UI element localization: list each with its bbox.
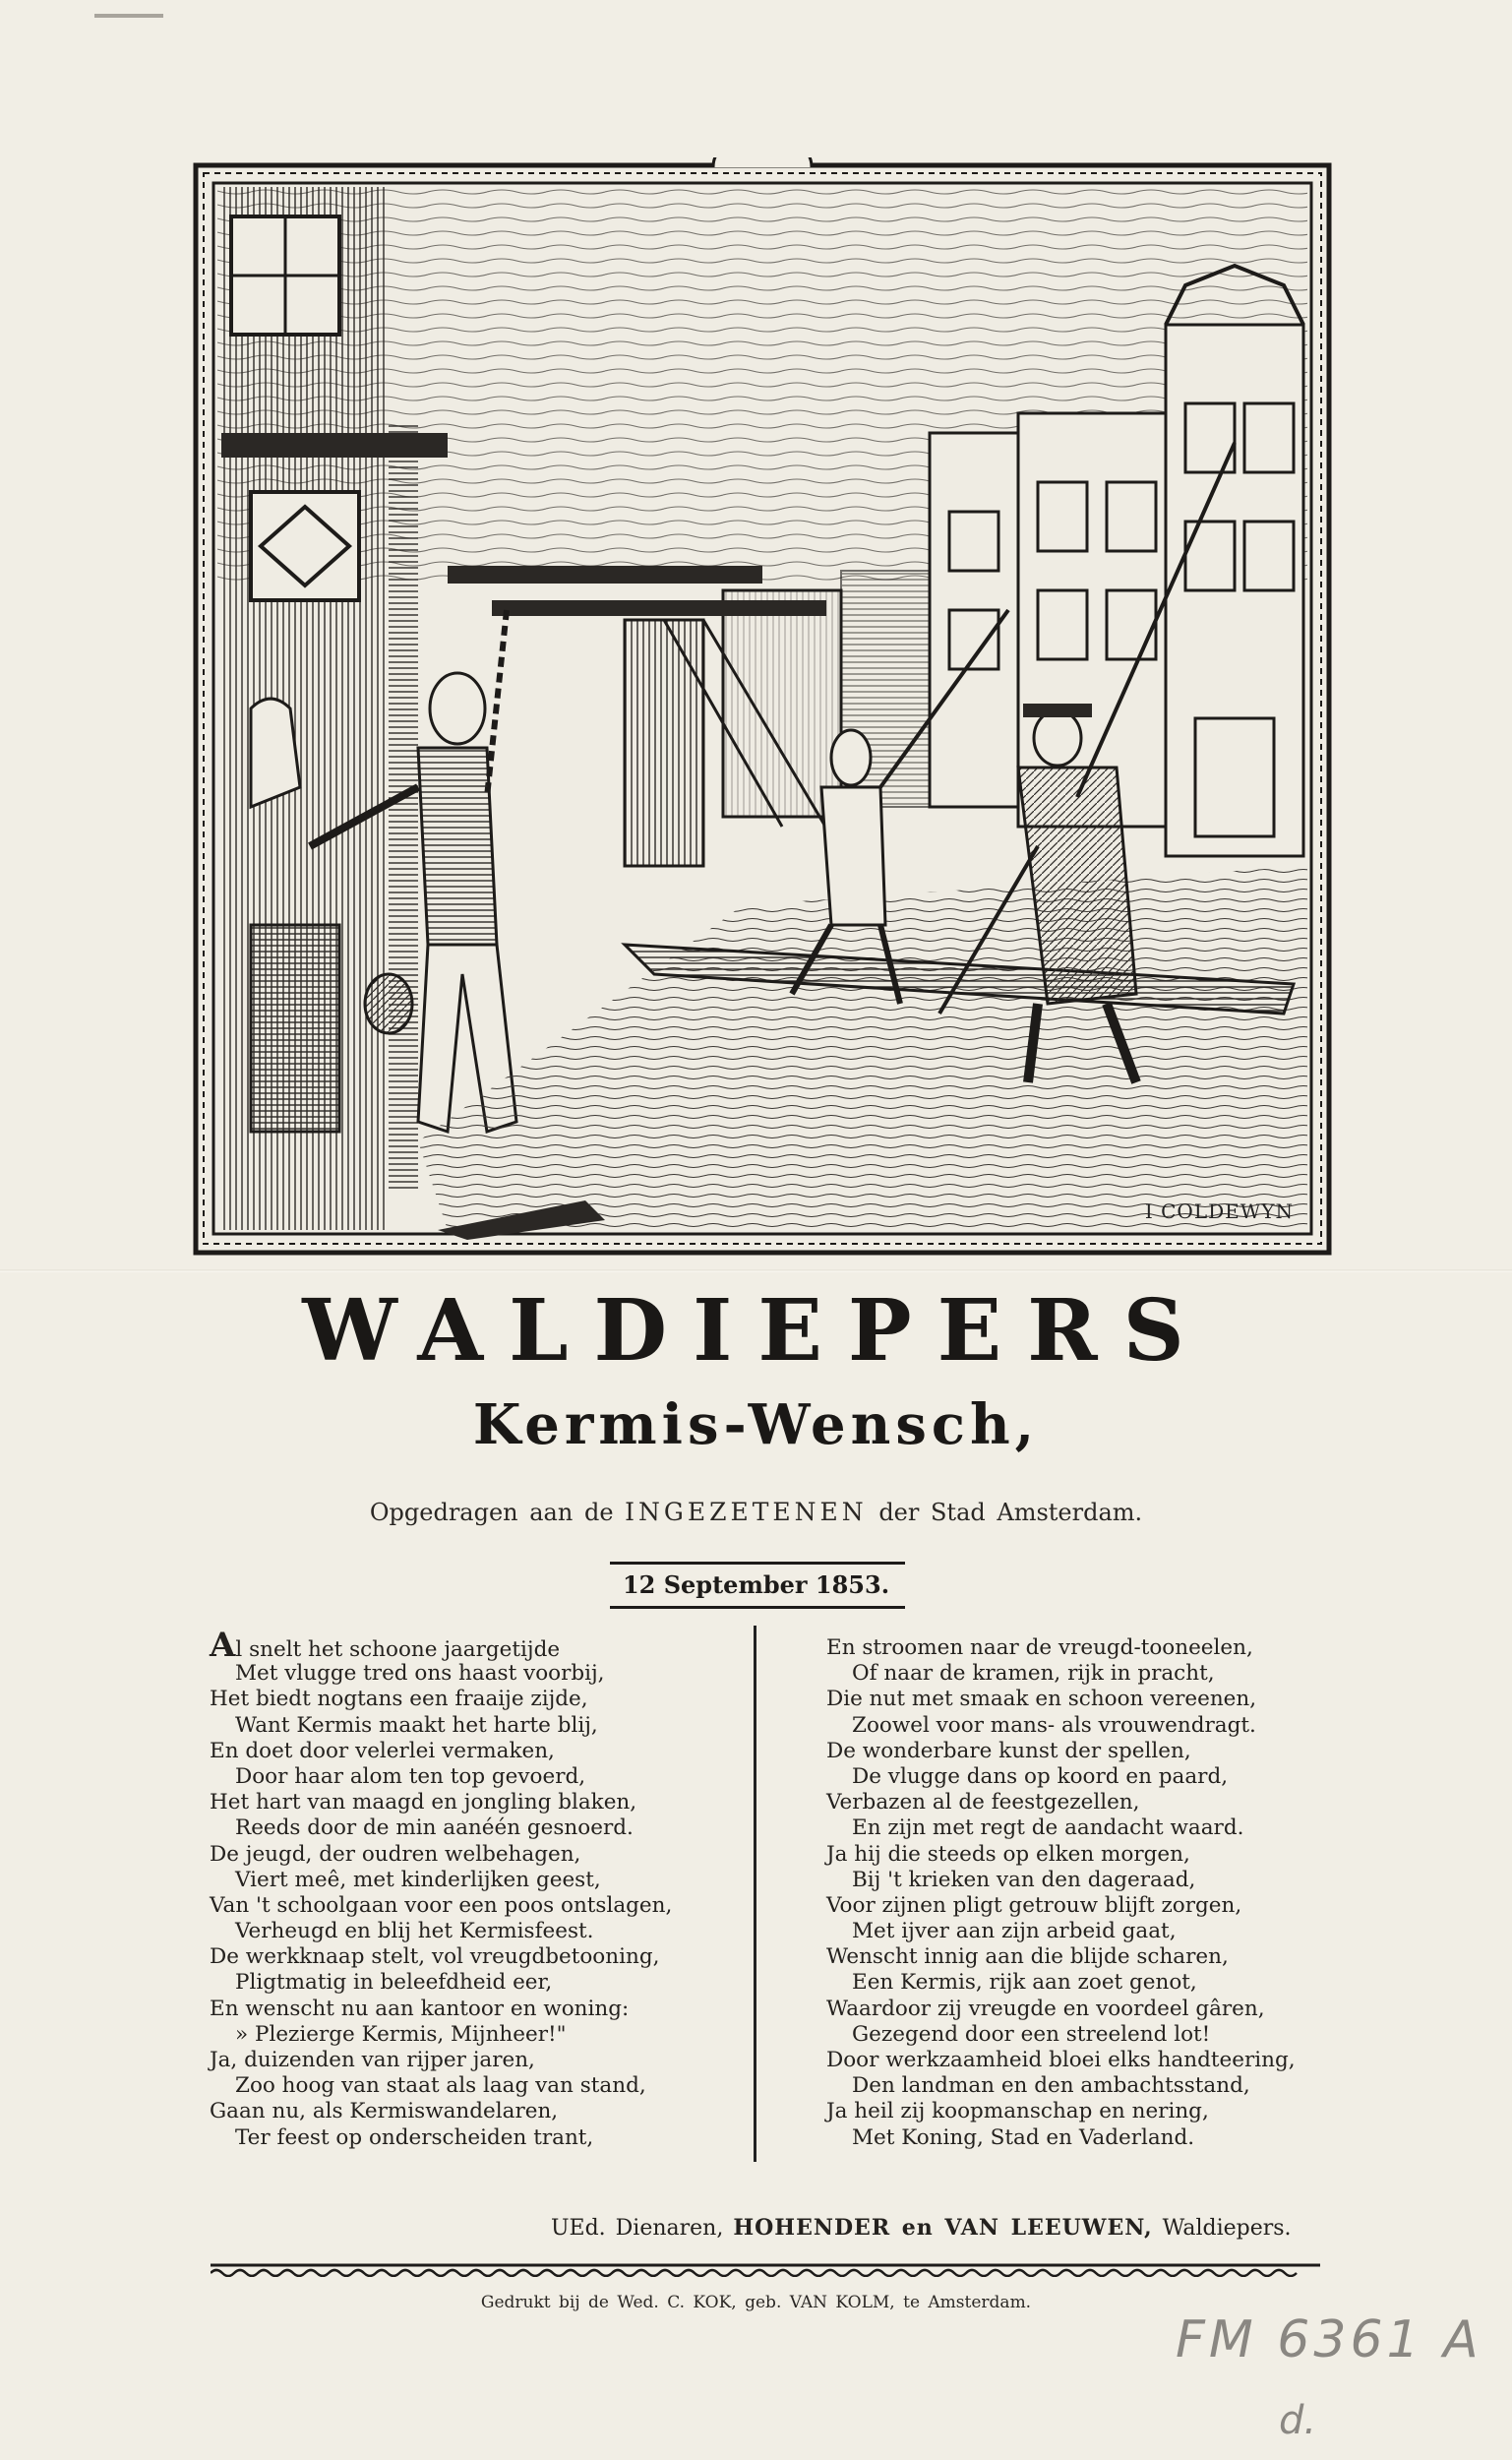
printer-imprint: Gedrukt bij de Wed. C. KOK, geb. VAN KOLM, te Amsterdam. [480, 2293, 1032, 2312]
fold-line [0, 1269, 1512, 1272]
poem-line: Een Kermis, rijk aan zoet genot, [852, 1970, 1197, 1996]
poem-line: Viert meê, met kinderlijken geest, [235, 1867, 601, 1892]
poem-line: Die nut met smaak en schoon vereenen, [826, 1687, 1257, 1712]
poem-line: Verbazen al de feestgezellen, [826, 1790, 1140, 1815]
ornamental-rule [211, 2263, 1320, 2277]
poem-line: » Plezierge Kermis, Mijnheer!" [235, 2021, 567, 2047]
poem-line: Pligtmatig in beleefdheid eer, [235, 1970, 553, 1996]
poem-line: Ja heil zij koopmanschap en nering, [826, 2099, 1209, 2124]
poem-line: Het hart van maagd en jongling blaken, [210, 1790, 637, 1815]
broadside-title: WALDIEPERS [302, 1281, 1210, 1381]
broadside-subtitle: Kermis-Wensch, [472, 1392, 1040, 1457]
poem-line: En zijn met regt de aandacht waard. [852, 1815, 1244, 1841]
poem-line: Reeds door de min aanéén gesnoerd. [235, 1815, 634, 1841]
dedication-line [0, 1498, 1512, 1526]
poem-line: De vlugge dans op koord en paard, [852, 1763, 1229, 1789]
date-rule-top [610, 1562, 905, 1565]
poem-line: En stroomen naar de vreugd-tooneelen, [826, 1635, 1253, 1660]
poem-line: Van 't schoolgaan voor een poos ontslagen, [210, 1892, 673, 1918]
poem-line: De wonderbare kunst der spellen, [826, 1738, 1191, 1763]
poem-line: Het biedt nogtans een fraaije zijde, [210, 1687, 588, 1712]
poem-line: Door haar alom ten top gevoerd, [235, 1763, 586, 1789]
poem-column-left [210, 1626, 731, 2151]
poem-line: Wenscht innig aan die blijde scharen, [826, 1944, 1229, 1970]
poem-line: Of naar de kramen, rijk in pracht, [852, 1661, 1215, 1687]
poem-line: Voor zijnen pligt getrouw blijft zorgen, [826, 1892, 1242, 1918]
date-rule-bottom [610, 1606, 905, 1609]
dedication-prefix: Opgedragen aan de [369, 1499, 614, 1526]
date-line: 12 September 1853. [622, 1570, 890, 1599]
woodcut-signature: I COLDEWYN [1144, 1199, 1294, 1223]
dedication-caps: INGEZETENEN [625, 1498, 868, 1526]
poem-line: Ter feest op onderscheiden trant, [235, 2124, 594, 2150]
poem-line: Al snelt het schoone jaargetijde [210, 1626, 561, 1665]
poem-line: En doet door velerlei vermaken, [210, 1738, 555, 1763]
corner-pencil-mark [94, 14, 163, 18]
poem-line: Met Koning, Stad en Vaderland. [852, 2124, 1195, 2150]
poem-line: Ja hij die steeds op elken morgen, [826, 1841, 1190, 1867]
catalog-mark-suffix: d. [1279, 2398, 1317, 2443]
poem-line: Verheugd en blij het Kermisfeest. [235, 1919, 594, 1944]
dedication-suffix: der Stad Amsterdam. [878, 1499, 1143, 1526]
poem-line: Zoo hoog van staat als laag van stand, [235, 2073, 646, 2099]
poem-column-right [826, 1635, 1338, 2151]
initial-capital: A [210, 1626, 236, 1665]
signers-prefix: UEd. Dienaren, [551, 2216, 724, 2241]
signers-line [551, 2215, 1292, 2241]
poem-line: Ja, duizenden van rijper jaren, [210, 2048, 535, 2072]
poem-line: Bij 't krieken van den dageraad, [852, 1867, 1196, 1892]
poem-line: Gaan nu, als Kermiswandelaren, [210, 2099, 559, 2124]
poem-line: Zoowel voor mans- als vrouwendragt. [852, 1712, 1256, 1738]
poem-line: En wenscht nu aan kantoor en woning: [210, 1996, 630, 2021]
signers-suffix: Waldiepers. [1162, 2216, 1292, 2241]
poem-line: Want Kermis maakt het harte blij, [235, 1712, 598, 1738]
poem-line: De werkknaap stelt, vol vreugdbetooning, [210, 1944, 660, 1970]
poem-line: Den landman en den ambachtsstand, [852, 2073, 1250, 2099]
catalog-mark: FM 6361 A [1176, 2310, 1482, 2369]
poem-line: Gezegend door een streelend lot! [852, 2021, 1211, 2047]
poem-line: Waardoor zij vreugde en voordeel gâren, [826, 1996, 1265, 2021]
poem-line: Met ijver aan zijn arbeid gaat, [852, 1919, 1177, 1944]
poem-line: Met vlugge tred ons haast voorbij, [235, 1661, 605, 1687]
poem-line: De jeugd, der oudren welbehagen, [210, 1841, 581, 1867]
column-divider [754, 1626, 756, 2162]
poem-line: Door werkzaamheid bloei elks handteering, [826, 2048, 1296, 2072]
signers-names: HOHENDER en VAN LEEUWEN, [733, 2215, 1153, 2241]
woodcut-illustration [192, 157, 1333, 1260]
